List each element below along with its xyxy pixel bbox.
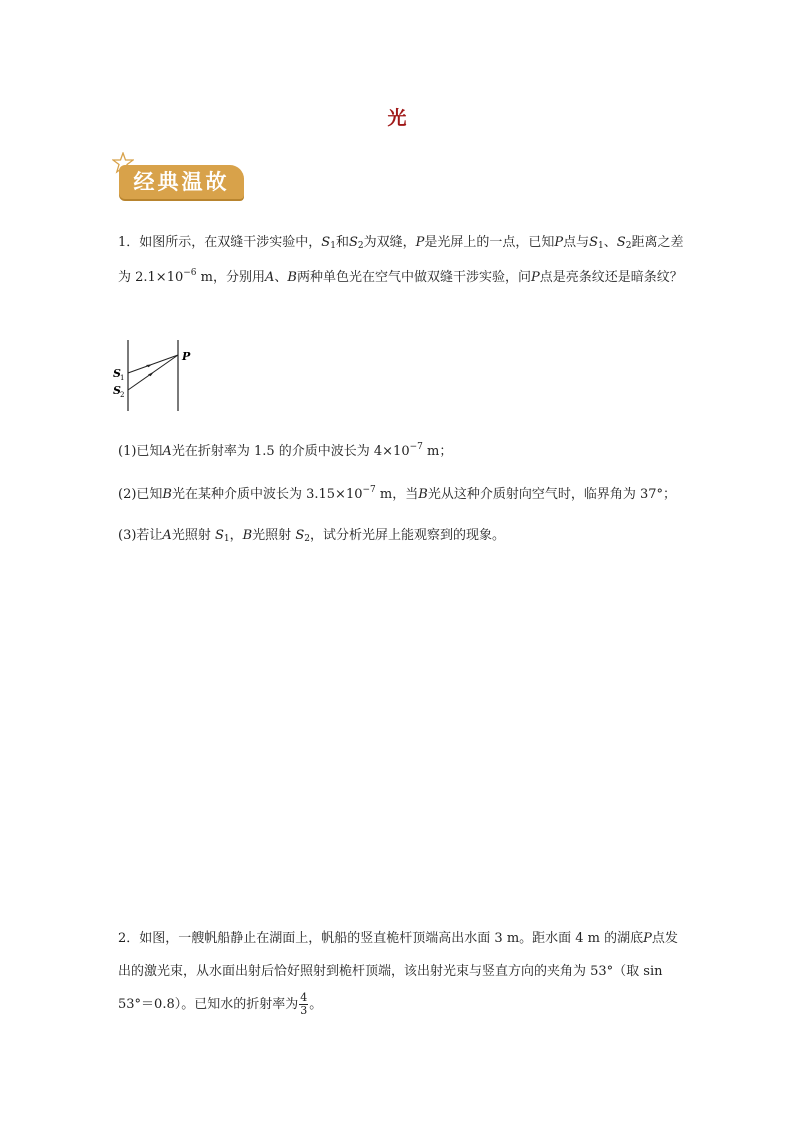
sub-question-3: (3)若让A光照射 $S_1$，B光照射 $S_2$，试分析光屏上能观察到的现象。 [118, 528, 505, 544]
question-1: 1．如图所示，在双缝干涉实验中，$S_1$和$S_2$为双缝，P是光屏上的一点，已知P点与$S_1$、$S_2$距离之差为 $2.1\times 10^{-6}$ m，分别用A、B两种单色光在空气中做双缝干涉实验，问P点是亮条纹还是暗条纹？ [118, 235, 684, 285]
ray-s1 [128, 355, 178, 373]
double-slit-diagram [110, 338, 210, 414]
svg-text:2: 2 [120, 391, 125, 399]
label-p: P [182, 350, 191, 363]
page-title: 光 [387, 107, 407, 129]
label-s2: S [113, 384, 121, 397]
banner-label: 经典温故 [133, 170, 230, 194]
section-banner [112, 152, 246, 202]
question-2: 2．如图，一艘帆船静止在湖面上，帆船的竖直桅杆顶端高出水面 3 m。距水面 4 m 的湖底P点发出的激光束，从水面出射后恰好照射到桅杆顶端，该出射光束与竖直方向的夹角为 53°（取 sin 53°＝0.8）。已知水的折射率为 $\frac{4}{3}$ 。 [118, 931, 678, 1017]
label-s1: S [113, 367, 121, 380]
sub-question-1: (1)已知A光在折射率为 1.5 的介质中波长为 $4\times 10^{-7}$ m； [118, 442, 453, 459]
q1-number: 1． [118, 235, 140, 250]
sub-question-2: (2)已知B光在某种介质中波长为 $3.15\times 10^{-7}$ m，当B光从这种介质射向空气时，临界角为 37°； [118, 485, 676, 502]
fraction-4-3: $\frac{4}{3}$ [300, 991, 308, 1017]
svg-text:1: 1 [120, 374, 125, 382]
q2-number: 2． [118, 931, 140, 946]
